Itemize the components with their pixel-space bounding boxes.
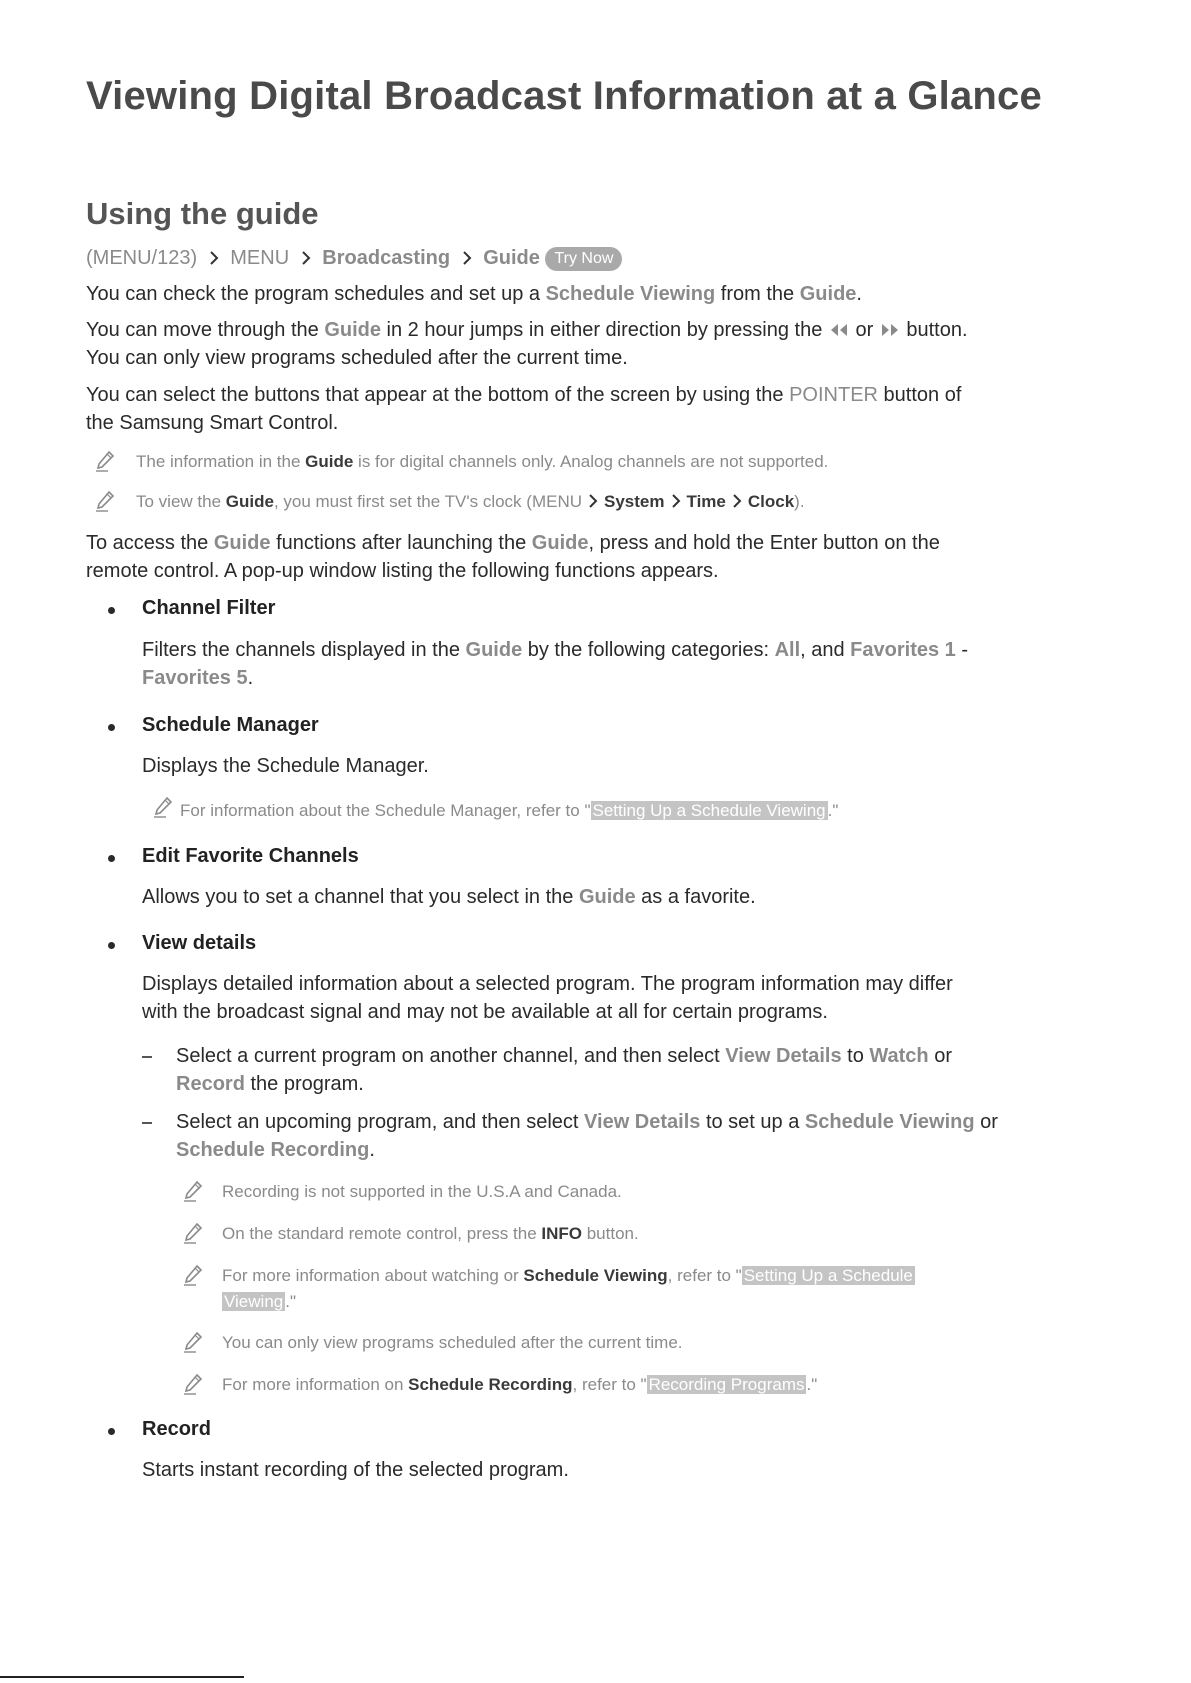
note-info-button xyxy=(222,1222,639,1246)
text: . xyxy=(369,1139,375,1161)
chevron-right-icon xyxy=(301,251,311,265)
menu-path xyxy=(86,244,622,272)
note-recording-unsupported: Recording is not supported in the U.S.A and Canada. xyxy=(222,1182,622,1201)
text: , refer to " xyxy=(572,1375,647,1394)
bullet xyxy=(108,1428,115,1435)
text: Allows you to set a channel that you select in the xyxy=(142,886,579,908)
paragraph-pointer xyxy=(86,381,961,409)
note-schedule-viewing-line2 xyxy=(222,1290,296,1314)
fast-forward-icon xyxy=(879,323,901,337)
text: , refer to " xyxy=(667,1266,742,1285)
note-schedule-viewing xyxy=(222,1264,915,1288)
note-schedule-manager xyxy=(180,799,838,823)
chevron-right-icon xyxy=(209,251,219,265)
favorites5-term: Favorites 5 xyxy=(142,667,248,689)
schedule-recording-term: Schedule Recording xyxy=(408,1375,573,1394)
text: , you must first set the TV's clock ( xyxy=(273,492,532,511)
item-view-details-desc: Displays detailed information about a selected program. The program information may differ xyxy=(142,973,953,995)
dash xyxy=(142,1056,152,1058)
text: or xyxy=(849,319,879,341)
text: . xyxy=(247,667,254,689)
menu123-label: (MENU/123) xyxy=(86,247,198,269)
guide-term: Guide xyxy=(305,452,354,471)
recording-programs-link[interactable]: Recording Programs xyxy=(648,1375,805,1394)
detail-upcoming-program xyxy=(176,1108,998,1136)
item-channel-filter-desc-line2 xyxy=(142,664,253,692)
text: ). xyxy=(794,492,805,511)
bullet xyxy=(108,724,115,731)
chevron-right-icon xyxy=(588,494,598,508)
text: Filters the channels displayed in the xyxy=(142,639,466,661)
clock-term: Clock xyxy=(747,492,795,511)
viewing-link-continued[interactable]: Viewing xyxy=(224,1292,284,1311)
paragraph-navigation xyxy=(86,316,968,344)
schedule-viewing-term: Schedule Viewing xyxy=(523,1266,668,1285)
note-pencil-icon xyxy=(182,1222,204,1246)
text: To view the xyxy=(136,492,226,511)
item-channel-filter-desc xyxy=(142,636,968,664)
bullet xyxy=(108,855,115,862)
text: You can move through the xyxy=(86,319,325,341)
record-term: Record xyxy=(176,1073,245,1095)
system-term: System xyxy=(604,492,665,511)
menu-term: MENU xyxy=(531,492,583,511)
paragraph-popup xyxy=(86,529,940,557)
detail-current-program xyxy=(176,1042,952,1070)
text: the program. xyxy=(244,1073,364,1095)
item-schedule-manager-desc: Displays the Schedule Manager. xyxy=(142,755,429,777)
text: ." xyxy=(285,1292,296,1311)
text: Select an upcoming program, and then select xyxy=(176,1111,585,1133)
note-pencil-icon xyxy=(94,490,116,514)
text: - xyxy=(955,639,968,661)
detail-current-program-line2 xyxy=(176,1070,364,1098)
setting-up-schedule-link[interactable]: Setting Up a Schedule xyxy=(743,1266,913,1285)
menu-label: MENU xyxy=(230,247,290,269)
bullet xyxy=(108,607,115,614)
item-view-details-desc-line2: with the broadcast signal and may not be available at all for certain programs. xyxy=(142,1001,828,1023)
text: from the xyxy=(715,283,800,305)
text: as a favorite. xyxy=(635,886,756,908)
section-heading: Using the guide xyxy=(86,196,319,231)
schedule-recording-term: Schedule Recording xyxy=(176,1139,370,1161)
all-term: All xyxy=(774,639,801,661)
text: You can check the program schedules and set up a xyxy=(86,283,546,305)
text: Select a current program on another channel, and then select xyxy=(176,1045,726,1067)
schedule-viewing-term: Schedule Viewing xyxy=(545,283,716,305)
broadcasting-label: Broadcasting xyxy=(322,247,451,269)
chevron-right-icon xyxy=(462,251,472,265)
text: button. xyxy=(582,1224,639,1243)
text: by the following categories: xyxy=(522,639,775,661)
guide-term: Guide xyxy=(578,886,636,908)
paragraph-pointer-line2: the Samsung Smart Control. xyxy=(86,412,339,434)
footer-rule xyxy=(0,1676,244,1678)
item-edit-favorite-title: Edit Favorite Channels xyxy=(142,845,359,867)
item-edit-favorite-desc xyxy=(142,883,756,911)
chevron-right-icon xyxy=(732,494,742,508)
note-current-time: You can only view programs scheduled after the current time. xyxy=(222,1333,683,1352)
note-pencil-icon xyxy=(94,450,116,474)
setting-up-schedule-viewing-link[interactable]: Setting Up a Schedule Viewing xyxy=(592,801,826,820)
item-record-title: Record xyxy=(142,1418,211,1440)
text: For information about the Schedule Manager, refer to " xyxy=(180,801,591,820)
pointer-term: POINTER xyxy=(789,384,878,406)
guide-label: Guide xyxy=(483,247,540,269)
text: is for digital channels only. Analog channels are not supported. xyxy=(353,452,829,471)
text: to xyxy=(841,1045,870,1067)
text: , and xyxy=(800,639,851,661)
view-details-term: View Details xyxy=(584,1111,701,1133)
paragraph-navigation-line2: You can only view programs scheduled after the current time. xyxy=(86,347,628,369)
detail-upcoming-program-line2 xyxy=(176,1136,375,1164)
guide-term: Guide xyxy=(225,492,274,511)
try-now-button[interactable]: Try Now xyxy=(545,247,622,271)
dash xyxy=(142,1122,152,1124)
text: , press and hold the Enter button on the xyxy=(588,532,940,554)
text: or xyxy=(974,1111,998,1133)
guide-term: Guide xyxy=(531,532,589,554)
text: . xyxy=(856,283,862,305)
text: For more information on xyxy=(222,1375,409,1394)
note-pencil-icon xyxy=(152,796,174,820)
note-pencil-icon xyxy=(182,1264,204,1288)
text: in 2 hour jumps in either direction by pressing the xyxy=(381,319,828,341)
rewind-icon xyxy=(828,323,850,337)
note-digital-only xyxy=(136,450,828,474)
note-pencil-icon xyxy=(182,1180,204,1204)
favorites1-term: Favorites 1 xyxy=(850,639,956,661)
text: ." xyxy=(806,1375,818,1394)
watch-term: Watch xyxy=(869,1045,929,1067)
text: To access the xyxy=(86,532,214,554)
note-pencil-icon xyxy=(182,1331,204,1355)
guide-term: Guide xyxy=(324,319,381,341)
text: The information in the xyxy=(136,452,306,471)
item-record-desc: Starts instant recording of the selected program. xyxy=(142,1459,569,1481)
text: On the standard remote control, press the xyxy=(222,1224,542,1243)
text: ." xyxy=(827,801,839,820)
guide-term: Guide xyxy=(213,532,271,554)
note-schedule-recording xyxy=(222,1373,817,1397)
note-pencil-icon xyxy=(182,1373,204,1397)
view-details-term: View Details xyxy=(725,1045,842,1067)
page-title: Viewing Digital Broadcast Information at a Glance xyxy=(86,74,1042,118)
guide-term: Guide xyxy=(465,639,523,661)
text: button of xyxy=(877,384,962,406)
guide-term: Guide xyxy=(799,283,857,305)
text: button. xyxy=(900,319,968,341)
text: to set up a xyxy=(700,1111,805,1133)
paragraph-schedule xyxy=(86,280,862,308)
text: For more information about watching or xyxy=(222,1266,524,1285)
chevron-right-icon xyxy=(671,494,681,508)
note-set-clock xyxy=(136,490,805,514)
item-schedule-manager-title: Schedule Manager xyxy=(142,714,319,736)
item-channel-filter-title: Channel Filter xyxy=(142,597,276,619)
item-view-details-title: View details xyxy=(142,932,257,954)
info-term: INFO xyxy=(541,1224,582,1243)
schedule-viewing-term: Schedule Viewing xyxy=(804,1111,975,1133)
paragraph-popup-line2: remote control. A pop-up window listing the following functions appears. xyxy=(86,560,719,582)
bullet xyxy=(108,942,115,949)
text: functions after launching the xyxy=(270,532,532,554)
time-term: Time xyxy=(686,492,726,511)
text: You can select the buttons that appear at the bottom of the screen by using the xyxy=(86,384,790,406)
text: or xyxy=(928,1045,952,1067)
